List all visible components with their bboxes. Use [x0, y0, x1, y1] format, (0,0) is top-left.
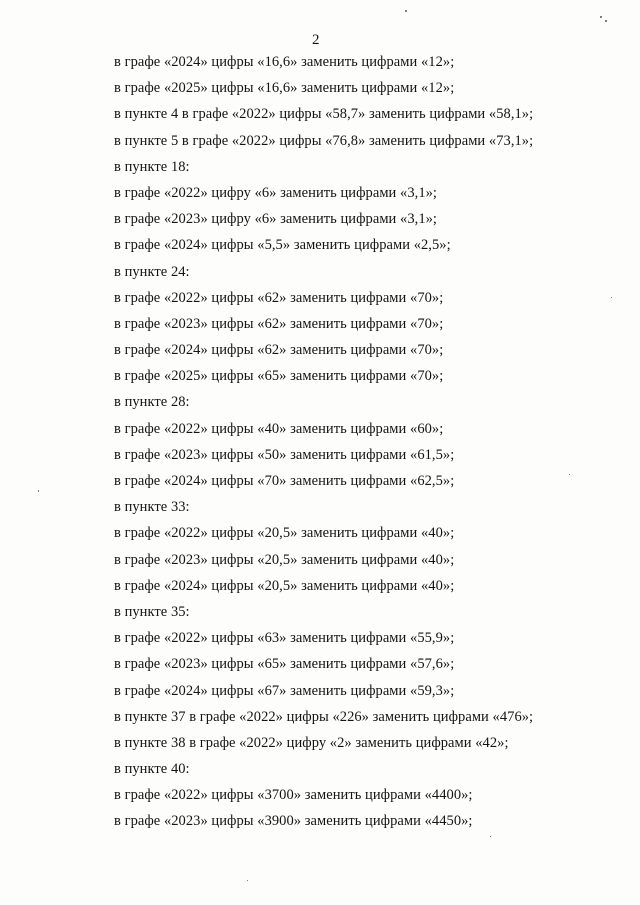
amendment-line: в графе «2023» цифры «65» заменить цифрами «57,6»; [114, 656, 455, 673]
amendment-line: в пункте 5 в графе «2022» цифры «76,8» заменить цифрами «73,1»; [114, 132, 534, 149]
scan-speck [600, 16, 602, 18]
amendment-line: в графе «2024» цифры «70» заменить цифрами «62,5»; [114, 473, 455, 489]
amendment-line: в графе «2022» цифры «20,5» заменить цифрами «40»; [114, 525, 455, 542]
section-heading: в пункте 35: [114, 603, 190, 620]
section-heading: в пункте 28: [114, 394, 190, 411]
scan-speck [611, 297, 612, 298]
amendment-line: в пункте 38 в графе «2022» цифру «2» заменить цифрами «42»; [114, 734, 509, 751]
section-heading: в пункте 18: [114, 158, 190, 175]
section-heading: в пункте 33: [114, 499, 190, 516]
amendment-line: в графе «2022» цифры «63» заменить цифрами «55,9»; [114, 630, 455, 647]
amendment-line: в графе «2022» цифру «6» заменить цифрами «3,1»; [114, 184, 437, 201]
amendment-line: в графе «2025» цифры «16,6» заменить цифрами «12»; [114, 80, 455, 97]
amendment-line: в пункте 4 в графе «2022» цифры «58,7» заменить цифрами «58,1»; [114, 106, 534, 123]
scan-speck [605, 20, 607, 22]
amendment-line: в графе «2023» цифры «3900» заменить цифрами «4450»; [114, 813, 473, 830]
amendment-line: в графе «2024» цифры «67» заменить цифрами «59,3»; [114, 682, 455, 699]
amendment-line: в графе «2022» цифры «3700» заменить цифрами «4400»; [114, 787, 473, 804]
amendment-list [114, 49, 614, 835]
amendment-line: в пункте 37 в графе «2022» цифры «226» заменить цифрами «476»; [114, 708, 534, 725]
section-heading: в пункте 40: [114, 761, 190, 778]
amendment-line: в графе «2024» цифры «16,6» заменить цифрами «12»; [114, 54, 455, 70]
page-number: 2 [312, 32, 320, 48]
amendment-line: в графе «2023» цифры «62» заменить цифрами «70»; [114, 315, 444, 332]
scan-speck [247, 880, 248, 881]
amendment-line: в графе «2024» цифры «5,5» заменить цифрами «2,5»; [114, 237, 451, 254]
amendment-line: в графе «2022» цифры «62» заменить цифрами «70»; [114, 289, 444, 306]
scan-speck [38, 490, 39, 492]
scan-speck [405, 10, 407, 12]
amendment-line: в графе «2023» цифры «50» заменить цифрами «61,5»; [114, 446, 455, 463]
amendment-line: в графе «2025» цифры «65» заменить цифрами «70»; [114, 368, 444, 385]
amendment-line: в графе «2022» цифры «40» заменить цифрами «60»; [114, 420, 444, 437]
section-heading: в пункте 24: [114, 263, 190, 280]
scan-speck [569, 474, 570, 475]
amendment-line: в графе «2023» цифру «6» заменить цифрами «3,1»; [114, 211, 437, 228]
amendment-line: в графе «2024» цифры «20,5» заменить цифрами «40»; [114, 577, 455, 594]
scan-speck [490, 836, 491, 837]
amendment-line: в графе «2023» цифры «20,5» заменить цифрами «40»; [114, 551, 455, 568]
amendment-line: в графе «2024» цифры «62» заменить цифрами «70»; [114, 342, 444, 359]
